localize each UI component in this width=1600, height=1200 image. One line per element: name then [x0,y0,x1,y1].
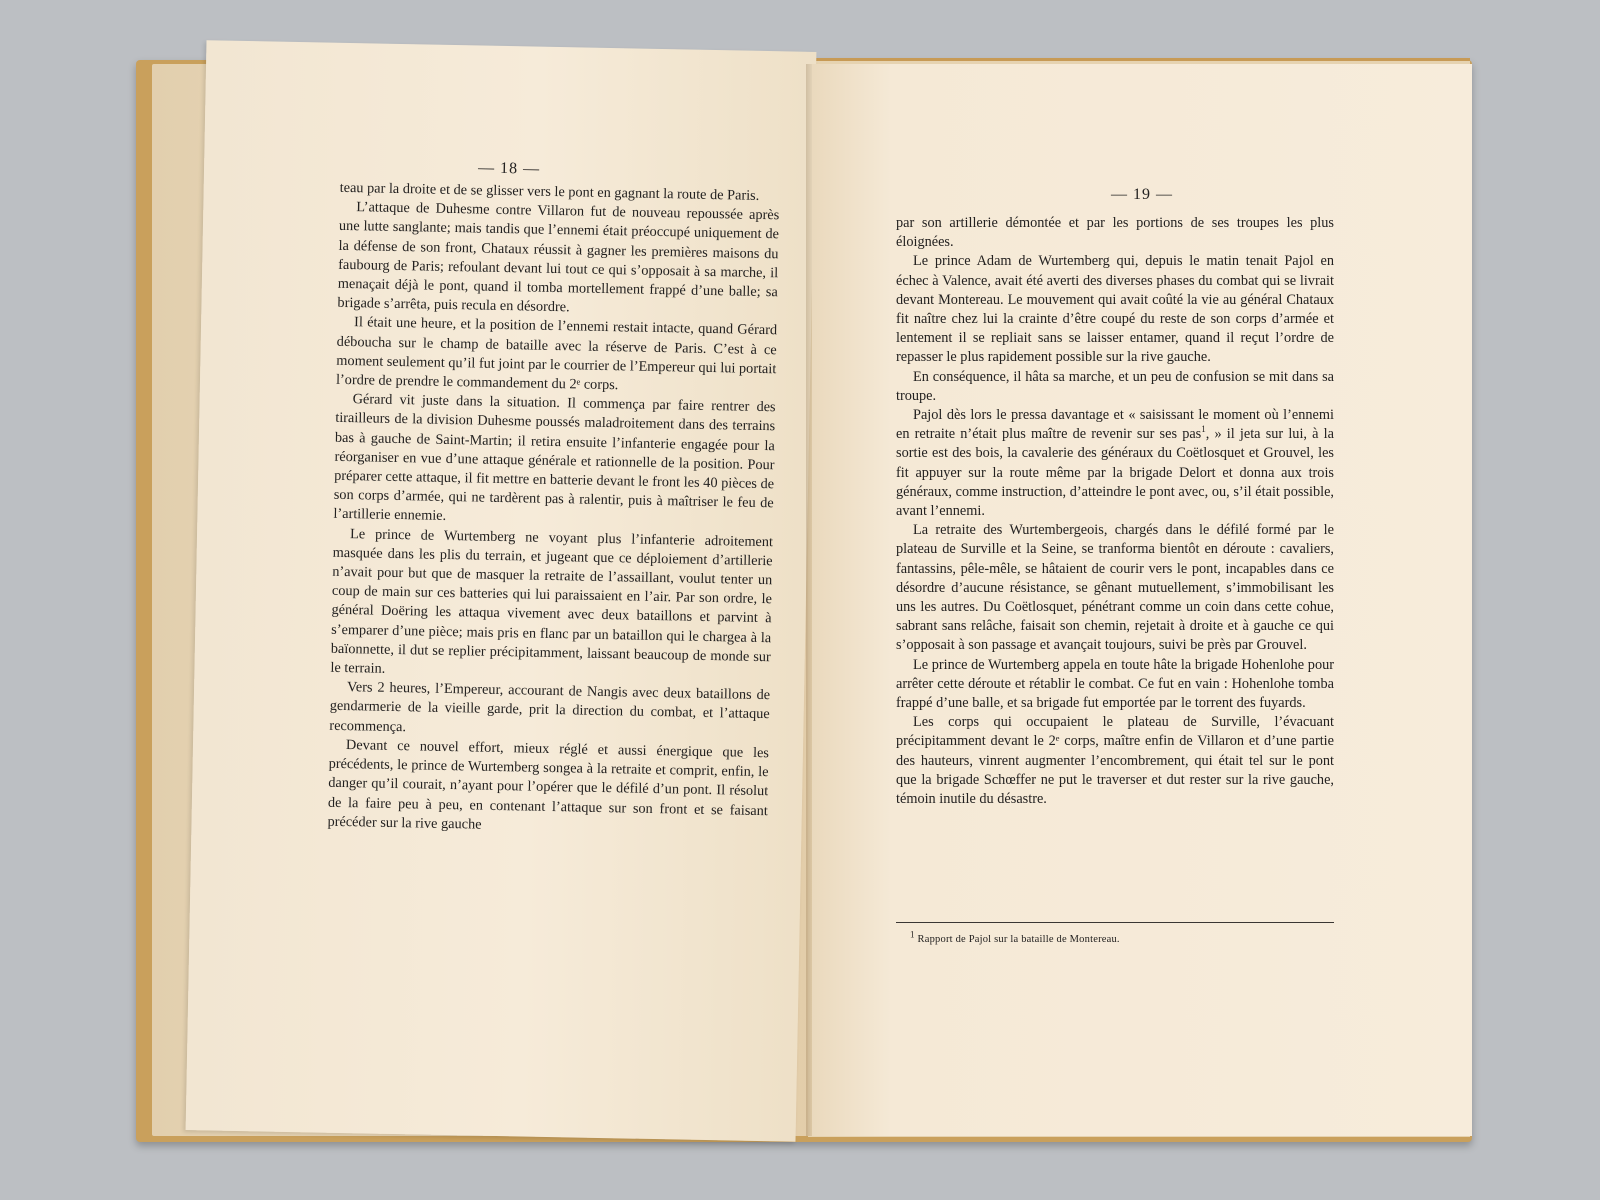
paragraph: Gérard vit juste dans la situation. Il commença par faire rentrer des tirailleurs de la division Duhesme poussés maladroitement dans des terrains bas à gauche de Saint-Martin; il retira ensuite l’infanterie engagée pour la réorganiser en vue d’une attaque générale et rationnelle de la position. Pour préparer cette attaque, il fit mettre en batterie devant le front les 40 pièces de son corps d’armée, qui ne tardèrent pas à ralentir, puis à maîtriser le feu de l’artillerie ennemie. [333,391,776,525]
left-page [186,40,817,1142]
paragraph: Les corps qui occupaient le plateau de Surville, l’évacuant précipitamment devant le 2ᵉ corps, maître enfin de Villaron et d’une partie des hauteurs, vinrent augmenter l’encombrement, qui était tel sur le pont que la brigade Schœffer ne put le traverser et dut rester sur la rive gauche, témoin inutile du désastre. [896,714,1334,808]
footnote [910,929,1340,945]
paragraph [896,406,1334,521]
paragraph: Le prince de Wurtemberg appela en toute hâte la brigade Hohenlohe pour arrêter cette déroute et rétablir le combat. Ce fut en vain : Hohenlohe tomba frappé d’une balle, et sa brigade fut emportée par le torrent des fuyards. [896,656,1334,712]
paragraph: Il était une heure, et la position de l’ennemi restait intacte, quand Gérard déboucha sur le champ de bataille avec la réserve de Paris. C’est à ce moment seulement qu’il fut joint par le courrier de l’Empereur qui lui portait l’ordre de prendre le commandement du 2ᵉ corps. [335,314,778,394]
paragraph: Le prince Adam de Wurtemberg qui, depuis le matin tenait Pajol en échec à Valence, avait été averti des diverses phases du combat qui se livrait devant Montereau. Le mouvement qui avait coûté la vie au général Chataux fit naître chez lui la crainte d’être coupé du reste de son corps d’armée et lentement il se repliait sans se laisser entamer, quand il reçut l’ordre de repasser le plus rapidement possible sur la rive gauche. [896,253,1334,366]
footnote-divider [896,922,1334,923]
footnote-ref: 1 [1201,424,1206,435]
paragraph: En conséquence, il hâta sa marche, et un peu de confusion se mit dans sa troupe. [896,368,1334,404]
footnote-text: Rapport de Pajol sur la bataille de Montereau. [917,934,1120,945]
page-body [327,179,779,840]
paragraph: Vers 2 heures, l’Empereur, accourant de Nangis avec deux bataillons de gendarmerie de la vieille garde, prit la direction du combat, et l’attaque recommença. [329,679,771,735]
paragraph: L’attaque de Duhesme contre Villaron fut de nouveau repoussée après une lutte sanglante; mais tandis que l’ennemi était préoccupé uniquement de la défense de son front, Chataux réussit à gagner les premières maisons du faubourg de Paris; refoulant devant lui tout ce qui s’opposait à sa marche, il menaçait déjà le pont, quand il tomba mortellement frappé d’une balle; sa brigade s’arrêta, puis recula en désordre. [337,199,780,316]
paragraph: Devant ce nouvel effort, mieux réglé et aussi énergique que les précédents, le prince de Wurtemberg songea à la retraite et comprit, enfin, le danger qu’il courait, n’ayant pour l’opérer que le défilé d’un pont. Il résolut de la faire peu à peu, en contenant l’attaque sur son front et se faisant précéder sur la rive gauche [327,736,770,833]
page-number: — 18 — [477,159,541,178]
paragraph: La retraite des Wurtembergeois, chargés dans le défilé formé par le plateau de Surville et la Seine, se tranforma bientôt en déroute : cavaliers, fantassins, pêle-mêle, se hâtaient de courir vers le pont, incapables dans ce désordre d’aucune résistance, se gênant mutuellement, s’immobilisant les uns les autres. Du Coëtlosquet, pénétrant comme un coin dans cette cohue, sabrant sans relâche, faisait son chemin, rejetait à droite et à gauche ce qui s’opposait à son passage et avançait toujours, suivi be près par Grouvel. [896,522,1334,654]
page-number: — 19 — [1111,186,1173,203]
paragraph-text: Pajol dès lors le pressa davantage et « saisissant le moment où l’ennemi en retraite n’était plus maître de revenir sur ses pas [896,407,1334,443]
paragraph: Le prince de Wurtemberg ne voyant plus l’infanterie adroitement masquée dans les plis du terrain, et jugeant que ce déploiement d’artillerie n’avait pour but que de masquer la retraite de l’assaillant, voulut tenter un coup de main sur ces batteries qui lui paraissaient en l’air. Par son ordre, le général Doëring les attaqua vivement avec deux bataillons et parvint à s’emparer d’une pièce; mais pris en flanc par un bataillon qui le chargea à la baïonnette, il dut se replier précipitamment, laissant beaucoup de monde sur le terrain. [330,525,774,677]
footnote-marker: 1 [910,929,915,940]
right-page [812,64,1472,1136]
page-body [896,214,1334,809]
paragraph: teau par la droite et de se glisser vers le pont en gagnant la route de Paris. [339,179,760,204]
paragraph: par son artillerie démontée et par les portions de ses troupes les plus éloignées. [896,215,1334,251]
paragraph-text: , » il jeta sur lui, à la sortie est des bois, la cavalerie des généraux du Coëtlosquet et Grouvel, les fit appuyer sur la route même par la brigade Delort et donna aux trois généraux, comme instruction, d’atteindre le pont avec, ou, s’il était possible, avant l’ennemi. [896,426,1334,520]
